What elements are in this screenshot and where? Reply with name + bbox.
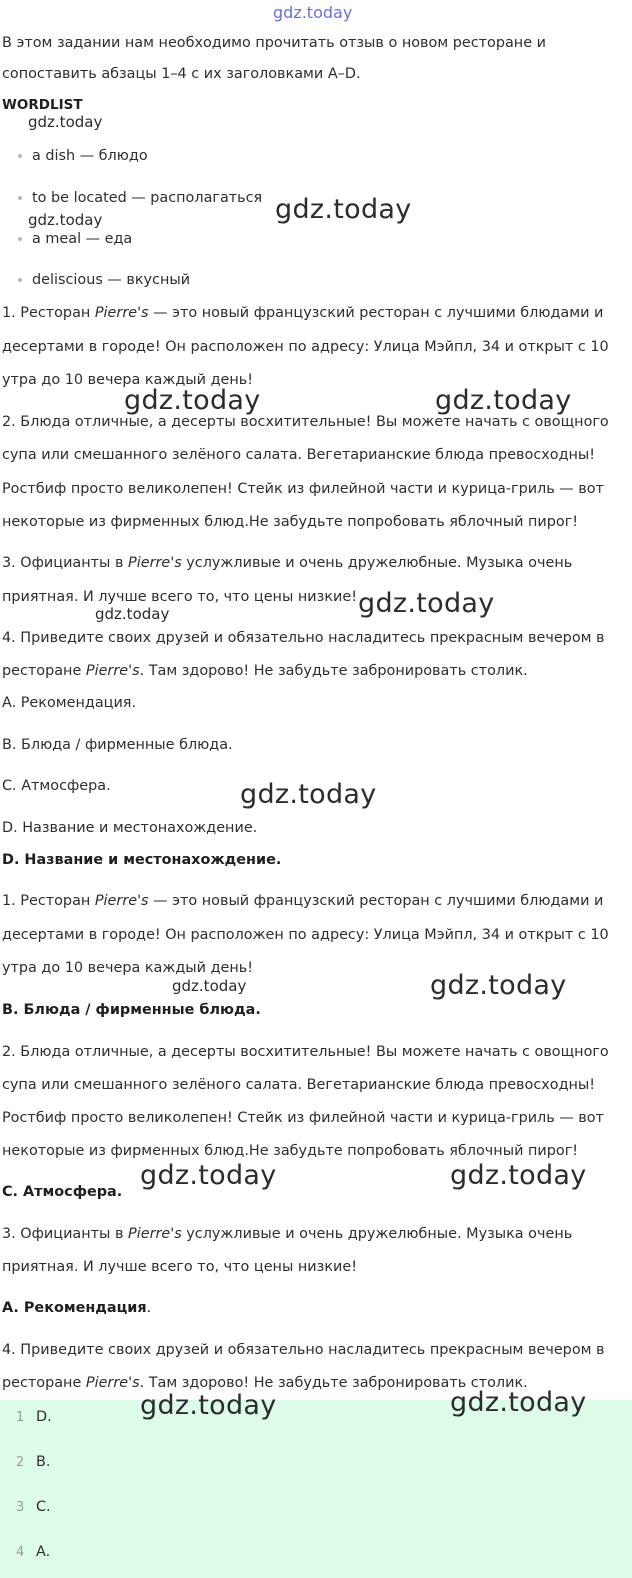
paragraph-2-line: супа или смешанного зелёного салата. Вегетарианские блюда превосходны! <box>2 447 596 463</box>
paragraph-1-line: утра до 10 вечера каждый день! <box>2 372 254 388</box>
wordlist-item: a dish — блюдо <box>18 148 148 164</box>
answer-row: 1 D. <box>16 1409 52 1425</box>
solution-heading-c: C. Атмосфера. <box>2 1184 123 1200</box>
heading-b: B. Блюда / фирменные блюда. <box>2 737 233 753</box>
bullet-icon <box>18 154 22 158</box>
solution-paragraph-2-line: супа или смешанного зелёного салата. Вегетарианские блюда превосходны! <box>2 1077 596 1093</box>
solution-paragraph-1-line: 1. Ресторан Pierre's — это новый французский ресторан с лучшими блюдами и <box>2 893 604 909</box>
watermark: gdz.today <box>140 1390 277 1421</box>
solution-paragraph-3-line: 3. Официанты в Pierre's услужливые и очень дружелюбные. Музыка очень <box>2 1226 573 1242</box>
wordlist-item: to be located — располагаться <box>18 190 262 206</box>
intro-line-1: В этом задании нам необходимо прочитать отзыв о новом ресторане и <box>2 35 546 51</box>
paragraph-2-line: некоторые из фирменных блюд.Не забудьте попробовать яблочный пирог! <box>2 514 579 530</box>
solution-paragraph-1-line: десертами в городе! Он расположен по адресу: Улица Мэйпл, 34 и открыт с 10 <box>2 927 609 943</box>
bullet-icon <box>18 237 22 241</box>
solution-paragraph-1-line: утра до 10 вечера каждый день! <box>2 960 254 976</box>
wordlist-item: a meal — еда <box>18 231 132 247</box>
watermark: gdz.today <box>435 385 572 416</box>
answer-box <box>0 1400 632 1578</box>
answer-row: 2 B. <box>16 1454 51 1470</box>
solution-paragraph-2-line: Ростбиф просто великолепен! Стейк из филейной части и курица-гриль — вот <box>2 1110 604 1126</box>
solution-paragraph-3-line: приятная. И лучше всего то, что цены низкие! <box>2 1259 357 1275</box>
heading-d: D. Название и местонахождение. <box>2 820 258 836</box>
solution-paragraph-4-line: 4. Приведите своих друзей и обязательно насладитесь прекрасным вечером в <box>2 1342 605 1358</box>
watermark-top: gdz.today <box>273 3 353 22</box>
bullet-icon <box>18 278 22 282</box>
solution-paragraph-2-line: некоторые из фирменных блюд.Не забудьте попробовать яблочный пирог! <box>2 1143 579 1159</box>
watermark: gdz.today <box>28 113 103 131</box>
watermark: gdz.today <box>95 605 170 623</box>
solution-heading-a: A. Рекомендация. <box>2 1300 152 1316</box>
solution-paragraph-4-line: ресторане Pierre's. Там здорово! Не забудьте забронировать столик. <box>2 1375 528 1391</box>
paragraph-1-line: десертами в городе! Он расположен по адресу: Улица Мэйпл, 34 и открыт с 10 <box>2 339 609 355</box>
heading-c: C. Атмосфера. <box>2 778 111 794</box>
watermark: gdz.today <box>450 1160 587 1191</box>
watermark: gdz.today <box>358 588 495 619</box>
watermark: gdz.today <box>450 1387 587 1418</box>
watermark: gdz.today <box>240 779 377 810</box>
answer-row: 4 A. <box>16 1544 51 1560</box>
wordlist-title: WORDLIST <box>2 97 83 113</box>
watermark: gdz.today <box>172 977 247 995</box>
paragraph-4-line: 4. Приведите своих друзей и обязательно насладитесь прекрасным вечером в <box>2 630 605 646</box>
paragraph-2-line: Ростбиф просто великолепен! Стейк из филейной части и курица-гриль — вот <box>2 481 604 497</box>
solution-heading-b: B. Блюда / фирменные блюда. <box>2 1002 261 1018</box>
wordlist-item: deliscious — вкусный <box>18 272 190 288</box>
paragraph-3-line: приятная. И лучше всего то, что цены низкие! <box>2 589 357 605</box>
answer-row: 3 C. <box>16 1499 51 1515</box>
paragraph-2-line: 2. Блюда отличные, а десерты восхитительные! Вы можете начать с овощного <box>2 414 609 430</box>
watermark: gdz.today <box>124 385 261 416</box>
heading-a: A. Рекомендация. <box>2 695 137 711</box>
bullet-icon <box>18 196 22 200</box>
watermark: gdz.today <box>430 970 567 1001</box>
intro-line-2: сопоставить абзацы 1–4 с их заголовками A–D. <box>2 66 361 82</box>
paragraph-4-line: ресторане Pierre's. Там здорово! Не забудьте забронировать столик. <box>2 663 528 679</box>
watermark: gdz.today <box>140 1160 277 1191</box>
solution-paragraph-2-line: 2. Блюда отличные, а десерты восхитительные! Вы можете начать с овощного <box>2 1044 609 1060</box>
paragraph-3-line: 3. Официанты в Pierre's услужливые и очень дружелюбные. Музыка очень <box>2 555 573 571</box>
solution-heading-d: D. Название и местонахождение. <box>2 852 282 868</box>
watermark: gdz.today <box>275 194 412 225</box>
paragraph-1-line: 1. Ресторан Pierre's — это новый французский ресторан с лучшими блюдами и <box>2 305 604 321</box>
watermark: gdz.today <box>28 211 103 229</box>
